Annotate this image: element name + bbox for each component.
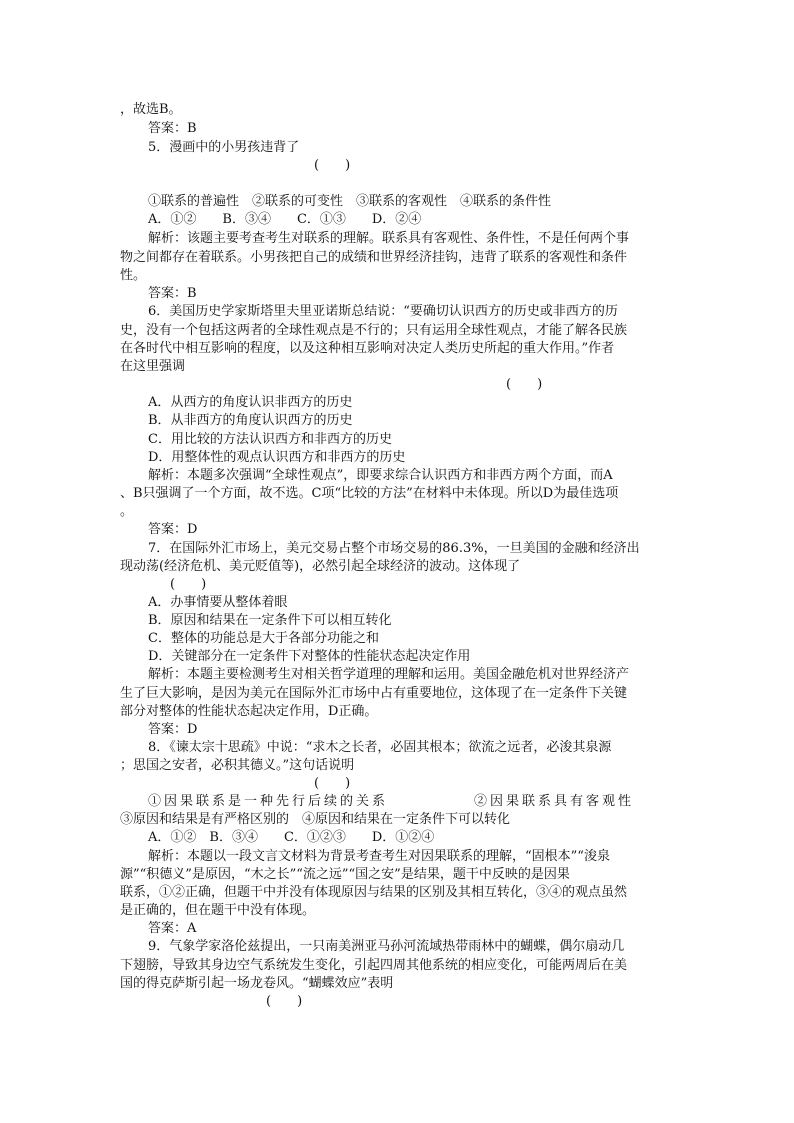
question-5-options: A．①② B．③④ C．①③ D．②④ — [148, 212, 422, 227]
answer-line: 答案：A — [148, 921, 197, 936]
question-6-stem: 在这里强调 — [120, 359, 186, 374]
question-8-stem: ；思国之安者，必积其德义。”这句话说明 — [120, 758, 355, 773]
question-8-statements: ③原因和结果是有严格区别的 ④原因和结果在一定条件下可以转化 — [120, 812, 511, 827]
option-b: B．原因和结果在一定条件下可以相互转化 — [148, 613, 392, 628]
question-9-stem: 9．气象学家洛伦兹提出，一只南美洲亚马孙河流域热带雨林中的蝴蝶，偶尔扇动几 — [148, 939, 625, 954]
question-7-stem: 现动荡(经济危机、美元贬值等)，必然引起全球经济的波动。这体现了 — [120, 559, 521, 574]
option-a: A．办事情要从整体着眼 — [148, 595, 288, 610]
answer-line: 答案：D — [148, 722, 198, 737]
answer-blank: ( ) — [266, 994, 303, 1009]
analysis-line: 、B只强调了一个方面，故不选。C项“比较的方法”在材料中未体现。所以D为最佳选项 — [120, 486, 619, 501]
analysis-line: 解析：该题主要考查考生对联系的理解。联系具有客观性、条件性，不是任何两个事 — [148, 231, 630, 246]
analysis-line: 解析：本题主要检测考生对相关哲学道理的理解和运用。美国金融危机对世界经济产 — [148, 667, 630, 682]
analysis-line: 解析：本题以一段文言文材料为背景考查考生对因果联系的理解，“固根本”“浚泉 — [148, 849, 610, 864]
question-9-stem: 国的得克萨斯引起一场龙卷风。“蝴蝶效应”表明 — [120, 976, 394, 991]
analysis-line: 性。 — [120, 268, 147, 283]
answer-line: 答案：D — [148, 522, 198, 537]
answer-blank: ( ) — [314, 158, 351, 173]
question-8-statement-2: ②因果联系具有客观性 — [474, 794, 635, 809]
answer-blank: ( ) — [170, 577, 207, 592]
option-d: D．用整体性的观点认识西方和非西方的历史 — [148, 450, 406, 465]
question-5-stem: 5．漫画中的小男孩违背了 — [148, 140, 300, 155]
question-5-statements: ①联系的普遍性 ②联系的可变性 ③联系的客观性 ④联系的条件性 — [148, 194, 552, 209]
option-b: B．从非西方的角度认识西方的历史 — [148, 413, 353, 428]
question-6-stem: 史，没有一个包括这两者的全球性观点是不行的；只有运用全球性观点，才能了解各民族 — [120, 323, 628, 338]
analysis-line: 部分对整体的性能状态起决定作用，D正确。 — [120, 704, 378, 719]
answer-blank: ( ) — [314, 776, 351, 791]
question-8-statement-1: ①因果联系是一种先行后续的关系 — [148, 794, 389, 809]
question-6-stem: 在各时代中相互影响的程度，以及这种相互影响对决定人类历史所起的重大作用。”作者 — [120, 341, 615, 356]
analysis-line: 。 — [120, 504, 134, 519]
analysis-line: 联系，①②正确，但题干中并没有体现原因与结果的区别及其相互转化，③④的观点虽然 — [120, 885, 628, 900]
analysis-line: 解析：本题多次强调“全球性观点”，即要求综合认识西方和非西方两个方面，而A — [148, 468, 613, 483]
answer-line: 答案：B — [148, 286, 197, 301]
question-8-options: A．①② B．③④ C．①②③ D．①②④ — [148, 830, 435, 845]
analysis-line: 源”“积德义”是原因，“木之长”“流之远”“国之安”是结果，题干中反映的是因果 — [120, 867, 570, 882]
option-c: C．用比较的方法认识西方和非西方的历史 — [148, 432, 392, 447]
text-line: ，故选B。 — [120, 102, 182, 117]
question-9-stem: 下翅膀，导致其身边空气系统发生变化，引起四周其他系统的相应变化，可能两周后在美 — [120, 958, 628, 973]
question-8-stem: 8．《谏太宗十思疏》中说：“求木之长者，必固其根本；欲流之远者，必浚其泉源 — [148, 740, 612, 755]
question-6-stem: 6．美国历史学家斯塔里夫里亚诺斯总结说：“要确切认识西方的历史或非西方的历 — [148, 304, 618, 319]
analysis-line: 生了巨大影响，是因为美元在国际外汇市场中占有重要地位，这体现了在一定条件下关键 — [120, 686, 628, 701]
analysis-line: 是正确的，但在题干中没有体现。 — [120, 903, 316, 918]
answer-blank: ( ) — [506, 377, 543, 392]
answer-line: 答案：B — [148, 121, 197, 136]
question-7-stem: 7．在国际外汇市场上，美元交易占整个市场交易的86.3%，一旦美国的金融和经济出 — [148, 541, 640, 556]
option-c: C．整体的功能总是大于各部分功能之和 — [148, 631, 379, 646]
analysis-line: 物之间都存在着联系。小男孩把自己的成绩和世界经济挂钩，违背了联系的客观性和条件 — [120, 250, 628, 265]
option-d: D．关键部分在一定条件下对整体的性能状态起决定作用 — [148, 649, 471, 664]
option-a: A．从西方的角度认识非西方的历史 — [148, 395, 353, 410]
